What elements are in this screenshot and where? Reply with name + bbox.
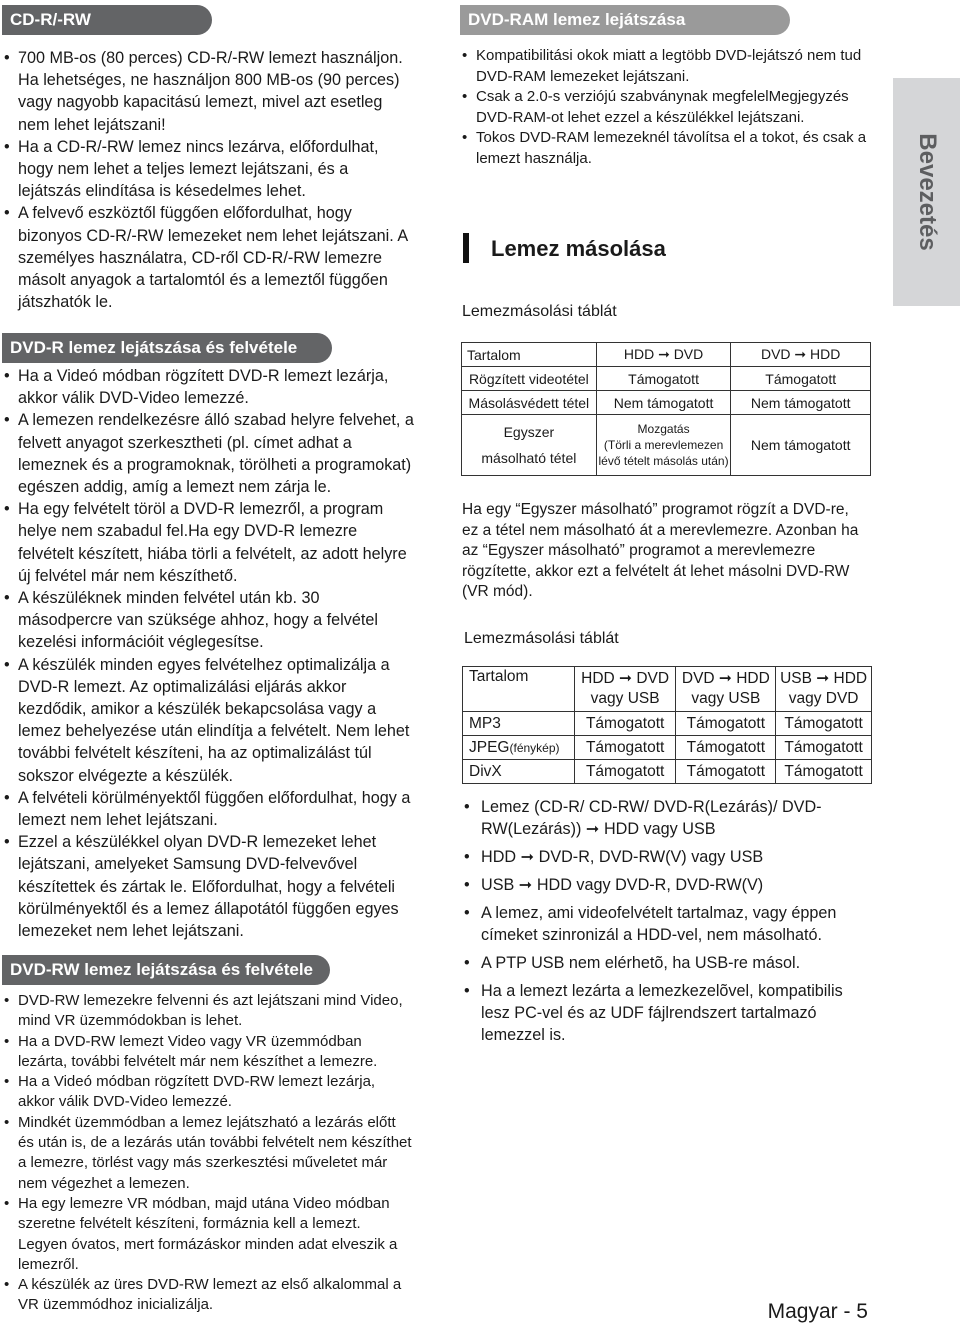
- list-item: • Lemez (CD-R/ CD-RW/ DVD-R(Lezárás)/ DVD-RW(Lezárás)) ➞ HDD vagy USB: [464, 796, 864, 840]
- list-item: • Tokos DVD-RAM lemezeknél távolítsa el a tokot, és csak a lemezt használja.: [462, 128, 880, 169]
- cell-text: JPEG: [469, 738, 510, 756]
- copy-table-1: [461, 342, 871, 476]
- once-copy-paragraph: Ha egy “Egyszer másolható” programot rögzít a DVD-re, ez a tétel nem másolható át a merevlemezre. Azonban ha az “Egyszer másolható” programot a merevlemezre rögzítette, akkor ezt a felvételt át lehet másolni DVD-RW (VR mód).: [462, 501, 859, 600]
- list-item: • Ha a lemezt lezárta a lemezkezelõvel, kompatibilis lesz PC-vel és az UDF fájlrendszert tartalmazó lemezzel is.: [464, 980, 864, 1046]
- table-header-cell: DVD ➞ HDD: [731, 343, 871, 367]
- list-item: • 700 MB-os (80 perces) CD-R/-RW lemezt használjon. Ha lehetséges, ne használjon 800 MB-os (90 perces) vagy nagyobb kapacitású lemezt, mivel azt esetleg nem lehet lejátszani!: [4, 47, 414, 136]
- list-item: • Ha a DVD-RW lemezt Video vagy VR üzemmódban lezárta, további felvételt már nem készíthet a lemezre.: [4, 1032, 414, 1073]
- list-item: • Ha egy felvételt töröl a DVD-R lemezről, a program helye nem szabadul fel.Ha egy DVD-R lemezre felvételt készített, hiába törli a felvételt, az adott helyre új felvétel már nem készíthető.: [4, 498, 416, 587]
- table-cell: [462, 415, 597, 476]
- list-item: • HDD ➞ DVD-R, DVD-RW(V) vagy USB: [464, 846, 864, 868]
- table-row: [462, 343, 871, 367]
- table-cell: Támogatott: [596, 367, 731, 391]
- table-header-cell: HDD ➞ DVD: [596, 343, 731, 367]
- table-cell: Nem támogatott: [731, 415, 871, 476]
- cell-line: Egyszer: [503, 424, 555, 440]
- dvdram-list: [462, 46, 880, 170]
- table-header-cell: Tartalom: [462, 343, 597, 367]
- table-header-cell: [463, 667, 575, 712]
- dvdr-list: [4, 365, 416, 942]
- dvdram-section-header: DVD-RAM lemez lejátszása: [460, 5, 790, 35]
- table-cell: Támogatott: [731, 367, 871, 391]
- cdr-list: [4, 47, 414, 313]
- table-cell: Támogatott: [574, 712, 676, 736]
- dvdrw-section-header: DVD-RW lemez lejátszása és felvétele: [2, 955, 330, 985]
- cell-line: lévő tételt másolás után): [598, 454, 729, 468]
- table-header-cell: [676, 667, 776, 712]
- table-cell: Rögzített videotétel: [462, 367, 597, 391]
- cell-suffix: (fénykép): [509, 740, 560, 755]
- cell-line: USB ➞ HDD: [780, 670, 868, 687]
- cell-line: HDD ➞ DVD: [581, 670, 670, 687]
- cell-line: vagy USB: [590, 690, 660, 707]
- table-cell: Támogatott: [676, 760, 776, 784]
- table2-label: Lemezmásolási táblát: [464, 630, 619, 647]
- table-row: [462, 415, 871, 476]
- table-cell: [463, 736, 575, 760]
- list-item: • Kompatibilitási okok miatt a legtöbb DVD-lejátszó nem tud DVD-RAM lemezeket lejátszani.: [462, 46, 880, 87]
- table-row: [462, 391, 871, 415]
- list-item: • Ezzel a készülékkel olyan DVD-R lemezeket lehet lejátszani, amelyeket Samsung DVD-felvevővel készítettek és zártak le. Előfordulhat, hogy a felvételi körülményektől és a lemez állapotától függően egyes lemezeket nem lehet lejátszani.: [4, 831, 416, 942]
- list-item: • Ha a Videó módban rögzített DVD-R lemezt lezárja, akkor válik DVD-Video lemezzé.: [4, 365, 416, 409]
- list-item: • A készülék az üres DVD-RW lemezt az első alkalommal a VR üzemmódhoz inicializálja.: [4, 1275, 414, 1316]
- list-item: • Mindkét üzemmódban a lemez lejátszható a lezárás előtt és után is, de a lezárás után további felvételt nem készíthet a lemezre, törlést vagy más szerkesztési műveletet már nem végezhet a lemezen.: [4, 1113, 414, 1194]
- list-item: • A készüléknek minden felvétel után kb. 30 másodpercre van szüksége ahhoz, hogy a felvétel kezelési információit véglegesítse.: [4, 587, 416, 654]
- list-item: • A lemez, ami videofelvételt tartalmaz, vagy éppen címeket szinronizál a HDD-vel, nem másolható.: [464, 902, 864, 946]
- copy-section-title: Lemez másolása: [491, 236, 666, 261]
- table-header-cell: [776, 667, 872, 712]
- table-cell: Másolásvédett tétel: [462, 391, 597, 415]
- list-item: • USB ➞ HDD vagy DVD-R, DVD-RW(V): [464, 874, 864, 896]
- cell-line: Tartalom: [469, 668, 529, 685]
- chapter-tab-label: Bevezetés: [913, 133, 941, 251]
- list-item: • DVD-RW lemezekre felvenni és azt lejátszani mind Video, mind VR üzemmódokban is lehet.: [4, 991, 414, 1032]
- section-marker-bar: [463, 233, 469, 263]
- table-header-cell: [574, 667, 676, 712]
- table-cell: Támogatott: [676, 736, 776, 760]
- table-row: [463, 712, 872, 736]
- list-item: • Ha a Videó módban rögzített DVD-RW lemezt lezárja, akkor válik DVD-Video lemezzé.: [4, 1072, 414, 1113]
- cell-line: vagy USB: [691, 690, 761, 707]
- list-item: • A készülék minden egyes felvételhez optimalizálja a DVD-R lemezt. Az optimalizálási eljárás akkor kezdődik, amikor a készülék bekapcsolása vagy a lemez behelyezése után elindítja a felvételt. Nem lehet további felvételt készíteni, ha az optimalizálást túl sokszor elvégezte a készülék.: [4, 654, 416, 787]
- dvdr-section-header: DVD-R lemez lejátszása és felvétele: [2, 333, 332, 363]
- cell-line: másolható tétel: [481, 450, 577, 466]
- cdr-section-header: CD-R/-RW: [2, 5, 212, 35]
- copy-table-2: [462, 666, 872, 784]
- copy-notes-list: [464, 796, 864, 1046]
- list-item: • A felvevő eszköztől függően előfordulhat, hogy bizonyos CD-R/-RW lemezeket nem lehet lejátszani. A személyes használatra, CD-ről CD-R/-RW lemezre másolt anyagok a tartalomtól és a lemeztől függően játszhatók le.: [4, 202, 414, 313]
- dvdrw-list: [4, 991, 414, 1316]
- cell-line: DVD ➞ HDD: [681, 670, 770, 687]
- table-row: [463, 760, 872, 784]
- table-row: [462, 367, 871, 391]
- list-item: • A PTP USB nem elérhetõ, ha USB-re másol.: [464, 952, 864, 974]
- table-cell: DivX: [463, 760, 575, 784]
- table-row: [463, 667, 872, 712]
- table-row: [463, 736, 872, 760]
- table-cell: Támogatott: [776, 712, 872, 736]
- table-cell: Nem támogatott: [731, 391, 871, 415]
- table-cell: Támogatott: [776, 760, 872, 784]
- list-item: • A felvételi körülményektől függően előfordulhat, hogy a lemezt nem lehet lejátszani.: [4, 787, 416, 831]
- list-item: • Ha a CD-R/-RW lemez nincs lezárva, előfordulhat, hogy nem lehet a teljes lemezt lejátszani, és a lejátszás elindítása is késedelmes lehet.: [4, 136, 414, 203]
- list-item: • Ha egy lemezre VR módban, majd utána Video módban szeretne felvételt készíteni, formáznia kell a lemezt. Legyen óvatos, mert formázáskor minden adat elveszik a lemezről.: [4, 1194, 414, 1275]
- list-item: • Csak a 2.0-s verziójú szabványnak megfelelMegjegyzés DVD-RAM-ot lehet ezzel a készülékkel lejátszani.: [462, 87, 880, 128]
- table-cell: Támogatott: [676, 712, 776, 736]
- chapter-tab: [893, 78, 960, 306]
- table1-label: Lemezmásolási táblát: [462, 303, 617, 320]
- table-cell: Nem támogatott: [596, 391, 731, 415]
- table-cell: Támogatott: [574, 736, 676, 760]
- table-cell: Támogatott: [574, 760, 676, 784]
- cell-line: Mozgatás: [637, 422, 690, 436]
- page-footer: Magyar - 5: [767, 1300, 868, 1323]
- list-item: • A lemezen rendelkezésre álló szabad helyre felvehet, a felvett anyagot szerkesztheti (pl. címet adhat a lemeznek és a programoknak, törölheti a programokat) egészen addig, amíg a lemezt nem zárja le.: [4, 409, 416, 498]
- table-cell: [596, 415, 731, 476]
- table-cell: MP3: [463, 712, 575, 736]
- cell-line: vagy DVD: [788, 690, 859, 707]
- cell-line: (Törli a merevlemezen: [603, 438, 724, 452]
- table-cell: Támogatott: [776, 736, 872, 760]
